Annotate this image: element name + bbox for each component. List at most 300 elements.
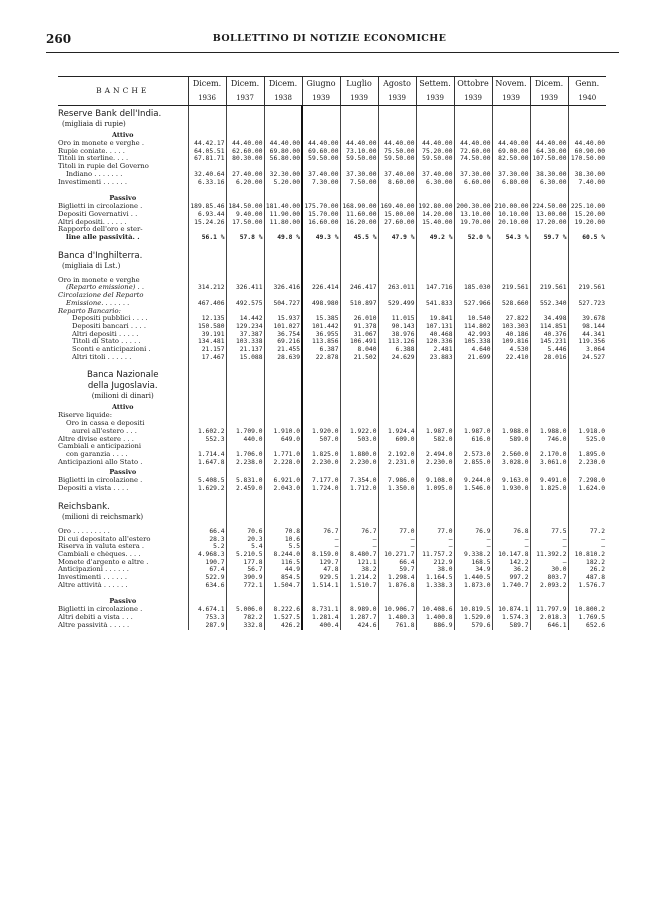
value-cell: 649.0 — [264, 436, 302, 444]
value-cell: 16.60.00 — [302, 219, 340, 227]
value-cell — [416, 163, 454, 171]
value-cell — [454, 420, 492, 428]
value-cell — [492, 367, 530, 381]
value-cell: 42.993 — [454, 331, 492, 339]
value-cell — [340, 401, 378, 412]
row-label: Oro in monete e verghe — [58, 276, 140, 284]
value-cell — [416, 277, 454, 285]
running-title: BOLLETTINO DI NOTIZIE ECONOMICHE — [212, 33, 447, 44]
value-cell: 10.810.2 — [568, 551, 606, 559]
value-cell — [416, 129, 454, 140]
value-cell: 1.771.0 — [264, 451, 302, 459]
value-cell: 182.2 — [568, 559, 606, 567]
value-cell: 5.2 — [188, 543, 226, 551]
value-cell: 1.920.0 — [302, 428, 340, 436]
value-cell: 8.040 — [340, 346, 378, 354]
row-label: Di cui depositato all'estero — [58, 535, 151, 543]
value-cell — [416, 292, 454, 300]
value-cell — [530, 513, 568, 522]
row-label: Riserve liquide: — [58, 412, 112, 420]
value-cell: 15.40.00 — [416, 219, 454, 227]
value-cell: 527.966 — [454, 300, 492, 308]
section-heading: Passivo — [109, 194, 137, 203]
value-cell: 1.930.0 — [492, 485, 530, 493]
value-cell — [416, 412, 454, 420]
row-label: Riserva in valuta estera . — [58, 543, 145, 551]
bank-statistics-table — [58, 76, 606, 630]
value-cell: 64.30.00 — [530, 148, 568, 156]
value-cell: 59.50.00 — [302, 155, 340, 163]
value-cell: 8.989.0 — [340, 606, 378, 614]
value-cell — [302, 392, 340, 401]
value-cell: 2.093.2 — [530, 582, 568, 590]
table-row — [58, 420, 606, 428]
value-cell — [530, 412, 568, 420]
value-cell: 525.0 — [568, 436, 606, 444]
value-cell — [188, 381, 226, 392]
column-year: 1939 — [540, 94, 558, 102]
column-month: Dicem. — [192, 79, 222, 88]
value-cell: 2.192.0 — [378, 451, 416, 459]
value-cell: 145.231 — [530, 338, 568, 346]
value-cell: 44.40.00 — [226, 140, 264, 148]
value-cell: 582.0 — [416, 436, 454, 444]
value-cell — [264, 277, 302, 285]
value-cell: 106.491 — [340, 338, 378, 346]
row-label: Sconti e anticipazioni . — [72, 346, 151, 354]
column-header — [340, 77, 378, 106]
row-label: Depositi bancari . . . . — [72, 322, 146, 330]
table-row — [58, 436, 606, 444]
value-cell — [568, 513, 606, 522]
value-cell — [226, 392, 264, 401]
value-cell — [264, 292, 302, 300]
column-header — [302, 77, 340, 106]
value-cell — [492, 308, 530, 316]
value-cell: 54.3 % — [492, 234, 530, 242]
row-label: Titoli di Stato . . . . . — [72, 338, 141, 346]
table-row — [58, 211, 606, 219]
row-label: Altre attività . . . . . . — [58, 581, 128, 589]
value-cell — [492, 595, 530, 606]
value-cell: 1.504.7 — [264, 582, 302, 590]
table-body — [58, 106, 606, 630]
value-cell: 440.0 — [226, 436, 264, 444]
row-label: Anticipazioni allo Stato . — [58, 458, 143, 466]
value-cell: 7.40.00 — [568, 179, 606, 187]
value-cell: 181.40.00 — [265, 203, 300, 211]
value-cell — [454, 392, 492, 401]
value-cell: 10.819.5 — [454, 606, 492, 614]
value-cell: 3.061.0 — [530, 459, 568, 467]
value-cell: — — [302, 536, 340, 544]
value-cell: 44.40.00 — [454, 140, 492, 148]
value-cell: 541.833 — [416, 300, 454, 308]
value-cell: 59.7 % — [530, 234, 568, 242]
value-cell — [378, 248, 416, 262]
row-label: Altri depositi. . . . . . — [58, 218, 127, 226]
row-label: Altri depositi . . . . . — [72, 330, 139, 338]
value-cell — [416, 226, 454, 234]
value-cell: 4.530 — [492, 346, 530, 354]
row-label: Anticipazioni . . . . . . — [58, 566, 129, 574]
value-cell — [568, 367, 606, 381]
table-row — [58, 428, 606, 436]
value-cell — [226, 420, 264, 428]
value-cell — [530, 420, 568, 428]
value-cell — [492, 443, 530, 451]
value-cell: 10.874.1 — [492, 606, 530, 614]
value-cell — [302, 308, 340, 316]
value-cell: 5.5 — [264, 543, 302, 551]
value-cell — [264, 367, 302, 381]
value-cell: 21.699 — [454, 354, 492, 362]
value-cell — [340, 499, 378, 513]
bank-title-row — [58, 367, 606, 381]
value-cell — [454, 513, 492, 522]
value-cell — [188, 513, 226, 522]
value-cell — [416, 499, 454, 513]
value-cell: 76.9 — [454, 528, 492, 536]
value-cell: 7.986.0 — [378, 477, 416, 485]
unit-note: (migliaia di rupie) — [62, 120, 126, 128]
value-cell — [492, 292, 530, 300]
value-cell: 70.8 — [264, 528, 302, 536]
column-year: 1937 — [236, 94, 254, 102]
value-cell: 782.2 — [226, 614, 264, 622]
value-cell: 9.244.0 — [454, 477, 492, 485]
column-year: 1939 — [464, 94, 482, 102]
value-cell — [226, 443, 264, 451]
value-cell — [378, 499, 416, 513]
value-cell — [264, 443, 302, 451]
value-cell: 487.8 — [568, 574, 606, 582]
value-cell: 1.527.5 — [264, 614, 302, 622]
value-cell: 9.40.00 — [226, 211, 264, 219]
value-cell: 2.170.0 — [530, 451, 568, 459]
value-cell — [416, 513, 454, 522]
value-cell — [530, 595, 568, 606]
unit-note: (migliaia di Lst.) — [62, 261, 121, 270]
section-heading: Passivo — [109, 468, 137, 477]
value-cell: 14.20.00 — [416, 211, 454, 219]
value-cell: 2.228.0 — [264, 459, 302, 467]
value-cell: 56.7 — [226, 566, 264, 574]
value-cell: 82.50.00 — [492, 155, 530, 163]
value-cell: 1.514.1 — [302, 582, 340, 590]
value-cell — [530, 443, 568, 451]
row-label: aurei all'estero . . . — [72, 427, 137, 435]
value-cell: 1.769.5 — [568, 614, 606, 622]
value-cell — [492, 129, 530, 140]
column-header — [188, 77, 226, 106]
column-year: 1939 — [388, 94, 406, 102]
row-label: Oro in cassa e depositi — [66, 420, 145, 428]
value-cell: 107.131 — [416, 323, 454, 331]
value-cell: 44.40.00 — [416, 140, 454, 148]
table-row — [58, 451, 606, 459]
value-cell — [492, 381, 530, 392]
value-cell: 1.624.0 — [568, 485, 606, 493]
section-heading: Passivo — [109, 597, 137, 606]
value-cell — [492, 499, 530, 513]
value-cell: 15.70.00 — [302, 211, 340, 219]
value-cell — [226, 595, 264, 606]
value-cell: 5.210.5 — [226, 551, 264, 559]
value-cell: 400.4 — [302, 622, 340, 630]
table-row — [58, 574, 606, 582]
column-header — [568, 77, 606, 106]
value-cell: 263.011 — [378, 284, 416, 292]
value-cell — [264, 381, 302, 392]
value-cell — [416, 381, 454, 392]
value-cell: 44.341 — [568, 331, 606, 339]
value-cell — [492, 262, 530, 271]
value-cell: — — [454, 536, 492, 544]
value-cell — [454, 129, 492, 140]
value-cell: 646.1 — [530, 622, 568, 630]
value-cell — [340, 262, 378, 271]
value-cell — [530, 401, 568, 412]
value-cell: 11.757.2 — [416, 551, 454, 559]
value-cell — [454, 192, 492, 203]
value-cell — [416, 443, 454, 451]
row-label: Reparto Bancario: — [58, 307, 121, 315]
table-row — [58, 300, 606, 308]
row-label: Biglietti in circolazione . — [58, 606, 143, 614]
value-cell: — — [492, 536, 530, 544]
row-label: Biglietti in circolazione . — [58, 477, 143, 485]
value-cell: 28.3 — [188, 536, 226, 544]
value-cell — [454, 401, 492, 412]
column-month: Giugno — [306, 79, 336, 88]
value-cell — [530, 381, 568, 392]
value-cell — [378, 129, 416, 140]
value-cell: 32.40.64 — [188, 171, 226, 179]
row-label: Cambiali e chèques. . . . — [58, 550, 141, 558]
value-cell — [302, 277, 340, 285]
value-cell — [188, 443, 226, 451]
table-row — [58, 323, 606, 331]
section-heading: Attivo — [111, 131, 134, 139]
value-cell: 426.2 — [264, 622, 302, 630]
value-cell: 6.387 — [302, 346, 340, 354]
value-cell — [340, 248, 378, 262]
value-cell: 1.910.0 — [264, 428, 302, 436]
table-row — [58, 459, 606, 467]
value-cell: 49.8 % — [264, 234, 302, 242]
value-cell: 27.822 — [492, 315, 530, 323]
value-cell — [568, 420, 606, 428]
value-cell — [416, 120, 454, 129]
value-cell — [378, 292, 416, 300]
value-cell: 67.4 — [188, 566, 226, 574]
value-cell — [188, 106, 226, 121]
value-cell: 168.90.00 — [340, 203, 378, 211]
value-cell — [378, 401, 416, 412]
value-cell: — — [378, 543, 416, 551]
value-cell — [226, 106, 264, 121]
table-row — [58, 614, 606, 622]
value-cell: 17.50.00 — [226, 219, 264, 227]
value-cell — [530, 367, 568, 381]
value-cell: 31.067 — [340, 331, 378, 339]
value-cell — [302, 248, 340, 262]
value-cell — [492, 120, 530, 129]
row-label: Monete d'argento e altre . — [58, 558, 149, 566]
value-cell: 77.5 — [530, 528, 568, 536]
value-cell: 1.298.4 — [378, 574, 416, 582]
column-month: Dicem. — [534, 79, 564, 88]
value-cell — [340, 292, 378, 300]
column-header — [530, 77, 568, 106]
value-cell — [492, 106, 530, 121]
value-cell — [264, 120, 302, 129]
value-cell — [568, 412, 606, 420]
value-cell — [340, 412, 378, 420]
value-cell: 189.85.46 — [188, 203, 226, 211]
value-cell — [530, 262, 568, 271]
value-cell: 76.8 — [492, 528, 530, 536]
value-cell: 2.230.0 — [568, 459, 606, 467]
value-cell: 40.468 — [416, 331, 454, 339]
value-cell: 1.873.0 — [454, 582, 492, 590]
value-cell: 38.30.00 — [530, 171, 568, 179]
value-cell — [568, 192, 606, 203]
value-cell: 98.144 — [568, 323, 606, 331]
section-heading-row — [58, 401, 606, 412]
value-cell: 17.467 — [188, 354, 226, 362]
value-cell: 589.0 — [492, 436, 530, 444]
value-cell: 224.50.00 — [530, 203, 568, 211]
value-cell: 23.883 — [416, 354, 454, 362]
value-cell: 44.40.00 — [378, 140, 416, 148]
value-cell: 761.8 — [378, 622, 416, 630]
value-cell: 5.006.0 — [226, 606, 264, 614]
value-cell: — — [530, 543, 568, 551]
value-cell: 26.2 — [568, 566, 606, 574]
value-cell — [340, 106, 378, 121]
value-cell: 609.0 — [378, 436, 416, 444]
value-cell: 56.80.00 — [264, 155, 302, 163]
value-cell — [264, 226, 302, 234]
value-cell: 1.529.0 — [454, 614, 492, 622]
row-label: Rapporto dell'oro e ster- — [58, 226, 143, 234]
value-cell: 39.678 — [568, 315, 606, 323]
value-cell: 1.281.4 — [302, 614, 340, 622]
value-cell: — — [530, 559, 568, 567]
value-cell — [378, 412, 416, 420]
value-cell: 1.287.7 — [340, 614, 378, 622]
value-cell: 219.561 — [568, 284, 606, 292]
value-cell: 184.50.00 — [226, 203, 264, 211]
value-cell: 101.027 — [264, 323, 302, 331]
value-cell — [302, 595, 340, 606]
value-cell — [568, 163, 606, 171]
value-cell: 103.303 — [492, 323, 530, 331]
table-row — [58, 171, 606, 179]
value-cell: 30.0 — [530, 566, 568, 574]
value-cell: 74.50.00 — [454, 155, 492, 163]
value-cell — [492, 226, 530, 234]
value-cell: 15.24.26 — [188, 219, 226, 227]
value-cell: 6.93.44 — [188, 211, 226, 219]
value-cell: 22.410 — [492, 354, 530, 362]
value-cell: 44.40.00 — [568, 140, 606, 148]
column-year: 1940 — [578, 94, 597, 102]
value-cell — [340, 392, 378, 401]
header-rule — [46, 52, 619, 53]
value-cell — [530, 106, 568, 121]
value-cell: 1.825.0 — [530, 485, 568, 493]
value-cell: 147.716 — [416, 284, 454, 292]
value-cell — [378, 367, 416, 381]
value-cell: 1.724.0 — [302, 485, 340, 493]
value-cell: — — [568, 536, 606, 544]
value-cell — [568, 381, 606, 392]
value-cell: 57.8 % — [226, 234, 264, 242]
value-cell: — — [530, 536, 568, 544]
value-cell: 15.20.00 — [568, 211, 606, 219]
value-cell — [226, 466, 264, 477]
value-cell — [188, 308, 226, 316]
value-cell: 169.40.00 — [378, 203, 416, 211]
value-cell — [492, 163, 530, 171]
value-cell — [568, 466, 606, 477]
table-row — [58, 346, 606, 354]
value-cell — [378, 262, 416, 271]
row-label: Investimenti . . . . . . — [58, 574, 127, 582]
value-cell: 219.561 — [492, 284, 530, 292]
value-cell — [188, 499, 226, 513]
value-cell: 185.030 — [454, 284, 492, 292]
value-cell — [340, 513, 378, 522]
value-cell: 8.222.6 — [264, 606, 302, 614]
value-cell: 219.561 — [530, 284, 568, 292]
value-cell: 11.015 — [378, 315, 416, 323]
bank-title-row — [58, 248, 606, 262]
value-cell: 1.546.0 — [454, 485, 492, 493]
row-label: Emissione. . . . . . . — [66, 299, 130, 307]
value-cell: 4.640 — [454, 346, 492, 354]
value-cell — [492, 401, 530, 412]
value-cell — [378, 308, 416, 316]
value-cell — [188, 401, 226, 412]
value-cell: 507.0 — [302, 436, 340, 444]
column-year: 1939 — [350, 94, 368, 102]
column-month: Genn. — [575, 79, 600, 88]
value-cell: 19.841 — [416, 315, 454, 323]
table-row — [58, 219, 606, 227]
value-cell: 62.60.00 — [226, 148, 264, 156]
value-cell: 753.3 — [188, 614, 226, 622]
value-cell: 886.9 — [416, 622, 454, 630]
value-cell — [378, 595, 416, 606]
value-cell: 1.880.0 — [340, 451, 378, 459]
row-label: Circolazione del Reparto — [58, 292, 144, 300]
value-cell — [492, 466, 530, 477]
value-cell — [302, 401, 340, 412]
value-cell: 24.527 — [568, 354, 606, 362]
value-cell — [226, 499, 264, 513]
value-cell: 2.459.0 — [226, 485, 264, 493]
value-cell: 212.9 — [416, 559, 454, 567]
bank-name: della Jugoslavia. — [87, 381, 158, 392]
value-cell: — — [378, 536, 416, 544]
value-cell: 5.4 — [226, 543, 264, 551]
value-cell: 113.126 — [378, 338, 416, 346]
value-cell — [454, 595, 492, 606]
